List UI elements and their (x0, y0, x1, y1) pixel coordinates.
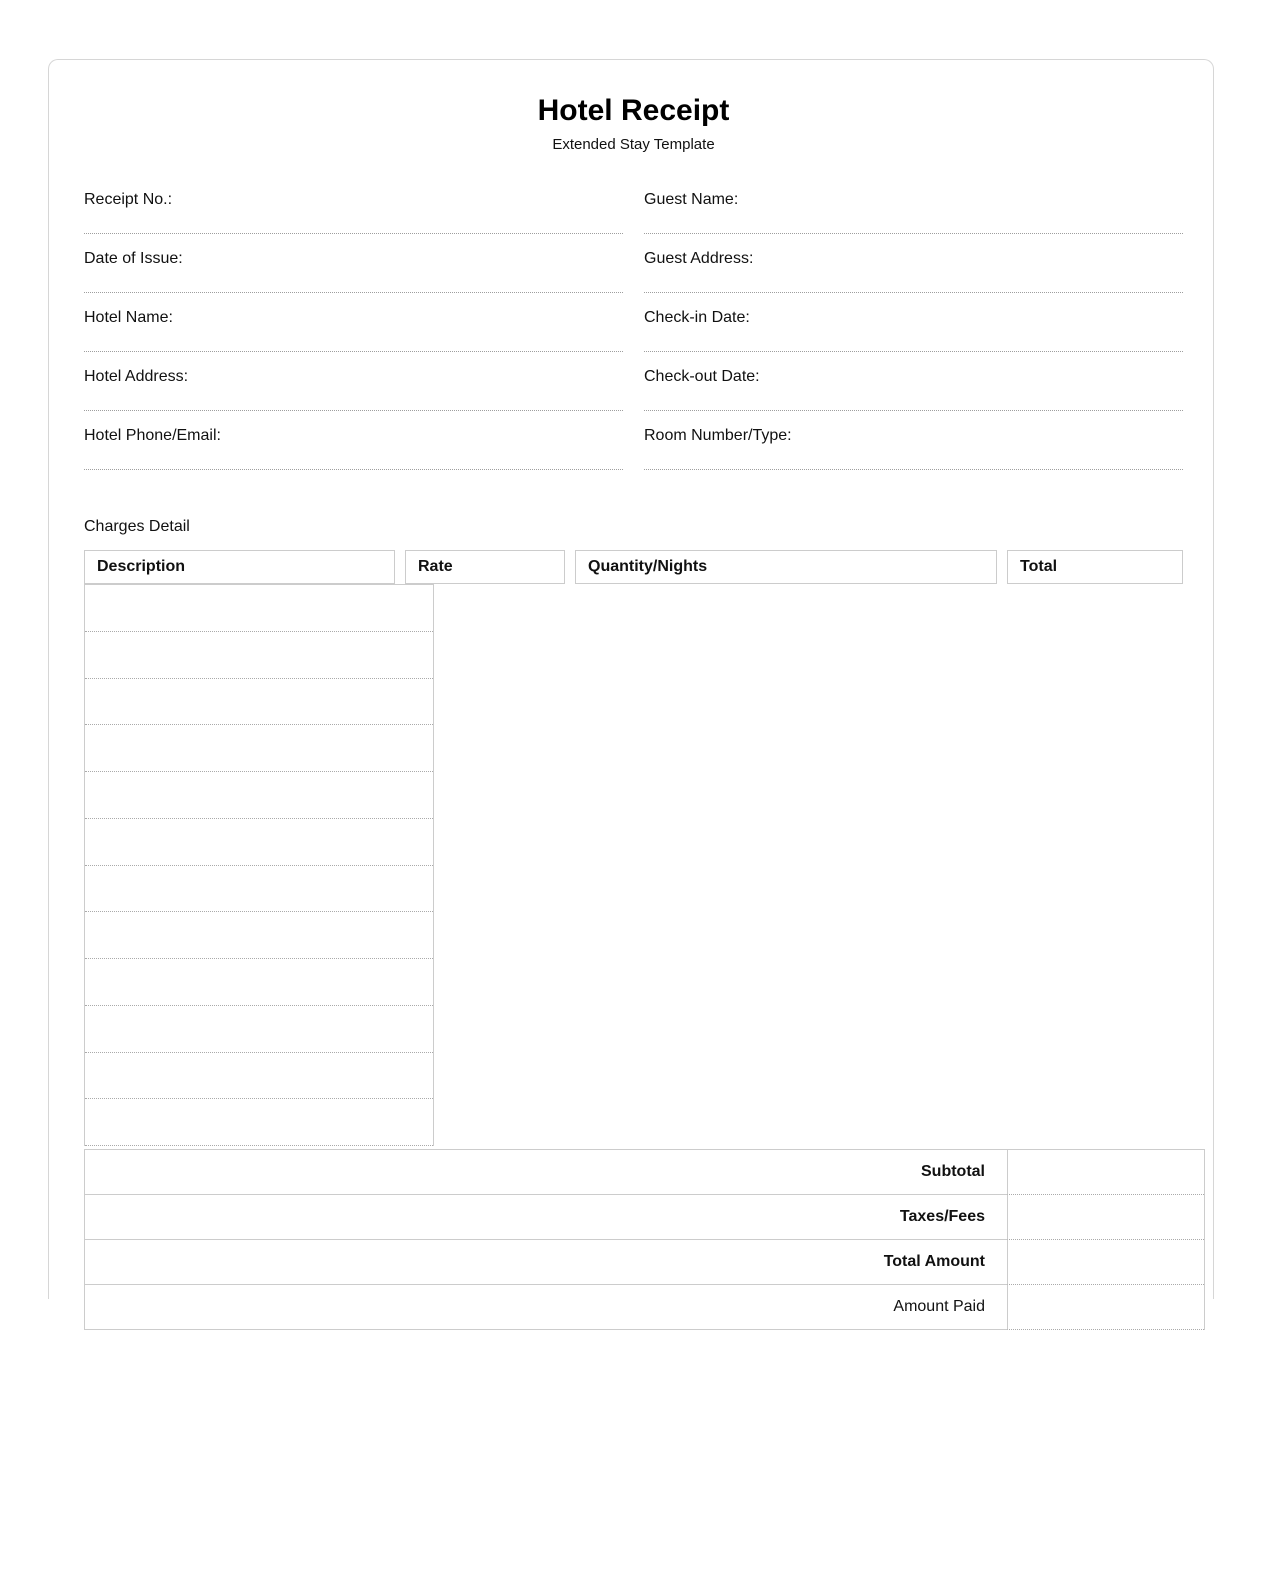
summary-row-amount-paid (85, 1285, 1204, 1330)
page-title: Hotel Receipt (537, 94, 730, 127)
field-hotel-phone-email (84, 426, 623, 470)
summary-row-taxes-fees (85, 1195, 1204, 1240)
field-receipt-no (84, 190, 623, 234)
field-label: Date of Issue: (84, 250, 183, 267)
receipt-form (84, 190, 1183, 485)
field-label: Hotel Address: (84, 368, 189, 385)
charges-row (85, 585, 433, 632)
field-room-number-type (644, 426, 1183, 470)
summary-label: Taxes/Fees (85, 1195, 1007, 1240)
summary-value (1007, 1240, 1204, 1285)
charges-section-label: Charges Detail (84, 518, 190, 535)
column-header-description: Description (84, 550, 395, 584)
field-date-of-issue (84, 249, 623, 293)
charges-row (85, 1099, 433, 1146)
field-label: Guest Name: (644, 191, 739, 208)
charges-row (85, 725, 433, 772)
charges-header-row (84, 550, 1183, 584)
summary-table (84, 1149, 1205, 1330)
field-guest-name (644, 190, 1183, 234)
summary-row-total-amount (85, 1240, 1204, 1285)
charges-row (85, 959, 433, 1006)
summary-label: Subtotal (85, 1150, 1007, 1195)
field-hotel-address (84, 367, 623, 411)
charges-row (85, 632, 433, 679)
charges-row (85, 679, 433, 726)
charges-row (85, 912, 433, 959)
charges-row (85, 1006, 433, 1053)
summary-row-subtotal (85, 1150, 1204, 1195)
field-label: Guest Address: (644, 250, 754, 267)
column-header-quantity-nights: Quantity/Nights (575, 550, 997, 584)
receipt-card-content (49, 96, 1213, 1330)
field-check-in-date (644, 308, 1183, 352)
field-label: Check-out Date: (644, 368, 760, 385)
summary-value (1007, 1195, 1204, 1240)
field-guest-address (644, 249, 1183, 293)
field-check-out-date (644, 367, 1183, 411)
summary-label: Total Amount (85, 1240, 1007, 1285)
field-label: Receipt No.: (84, 191, 173, 208)
charges-row (85, 819, 433, 866)
charges-row (85, 866, 433, 913)
page-subtitle: Extended Stay Template (552, 136, 715, 153)
receipt-card (48, 59, 1214, 1315)
field-label: Check-in Date: (644, 309, 750, 326)
summary-label: Amount Paid (85, 1285, 1007, 1330)
field-label: Room Number/Type: (644, 427, 792, 444)
column-header-rate: Rate (405, 550, 565, 584)
column-header-total: Total (1007, 550, 1183, 584)
field-label: Hotel Name: (84, 309, 173, 326)
field-hotel-name (84, 308, 623, 352)
summary-value (1007, 1150, 1204, 1195)
charges-row (85, 772, 433, 819)
charges-row (85, 1053, 433, 1100)
summary-value (1007, 1285, 1204, 1330)
charges-body (84, 584, 434, 1146)
field-label: Hotel Phone/Email: (84, 427, 221, 444)
